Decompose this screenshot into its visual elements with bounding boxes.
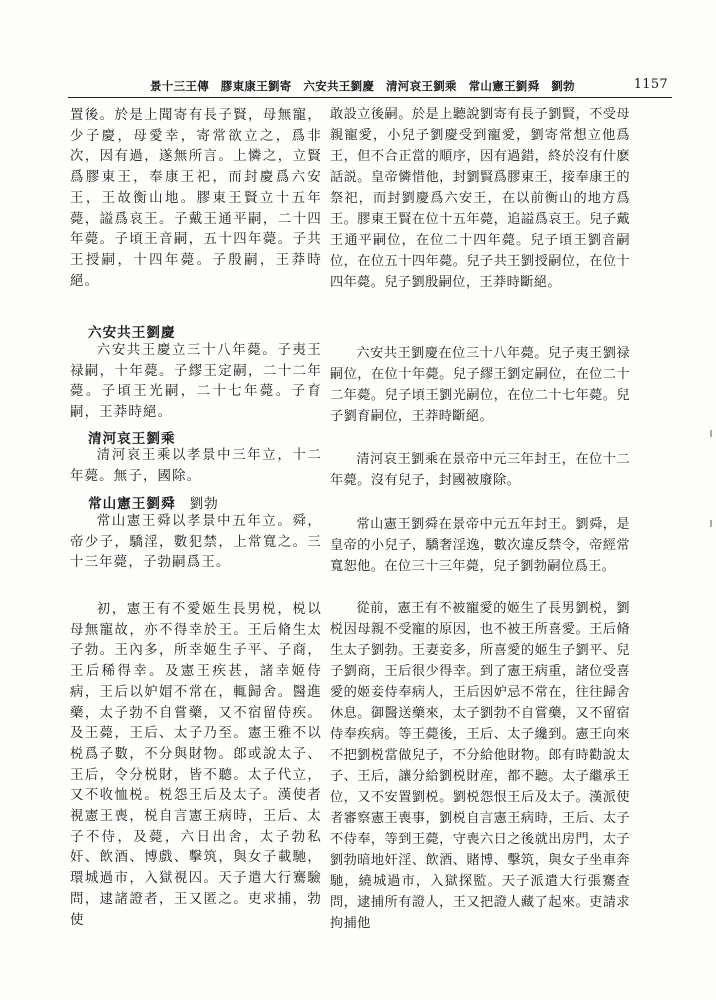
translation-paragraph-5: 從前，憲王有不被寵愛的姬生了長男劉棁，劉棁因母親不受寵的原因，也不被王所喜愛。王后脩生太子劉勃。王妻妾多，所喜愛的姬生子劉平、兒子劉商，王后很少得幸。到了憲王病重，諸位受喜愛的姬妾侍奉病人，王后因妒忌不常在，往往歸舍休息。御醫送藥來，太子劉勃不自嘗藥，又不留宿侍奉疾病。等王薨後，王后、太子纔到。憲王向來不把劉棁當做兒子，不分給他財物。郎有時勸說太子、王后，讓分給劉棁財産，都不聽。太子繼承王位，又不安置劉棁。劉棁怨恨王后及太子。漢派使者審察憲王喪事，劉棁自言憲王病時，王后、太子不侍奉，等到王薨，守喪六日之後就出房門，太子劉勃暗地奸淫、飲酒、賭博、擊筑，與女子坐車奔馳，繞城過市，入獄探監。天子派遣大行張騫查問，逮捕所有證人，王又把證人藏了起來。吏請求拘捕他 [330, 601, 630, 931]
section-title-liu-cheng: 清河哀王劉乘 [88, 431, 176, 447]
classical-paragraph-4: 常山憲王舜以孝景中五年立。舜，帝少子，驕淫，數犯禁，上常寬之。三十三年薨，子勃嗣爲王。 [70, 514, 322, 571]
classical-paragraph-3: 清河哀王乘以孝景中三年立，十二年薨。無子，國除。 [70, 448, 322, 484]
classical-paragraph-1: 置後。於是上聞寄有長子賢，母無寵，少子慶，母愛幸，寄常欲立之，爲非次，因有過，遂無所言。上憐之，立賢爲膠東王，奉康王祀，而封慶爲六安王，王故衡山地。膠東王賢立十五年薨，謚爲哀王。子戴王通平嗣，二十四年薨。子頃王音嗣，五十四年薨。子共王授嗣，十四年薨。子殷嗣，王莽時絕。 [70, 108, 322, 289]
section-title-liu-shun [88, 492, 219, 512]
classical-paragraph-2: 六安共王慶立三十八年薨。子夷王禄嗣，十年薨。子繆王定嗣，二十二年薨。子頃王光嗣，二十七年薨。子育嗣，王莽時絕。 [70, 343, 322, 421]
page-number: 1157 [633, 77, 668, 92]
margin-mark [710, 430, 712, 437]
translation-paragraph-1: 敢設立後嗣。於是上聽說劉寄有長子劉賢，不受母親寵愛，小兒子劉慶受到寵愛，劉寄常想立他爲王，但不合正當的順序，因有過錯，終於沒有什麽話説。皇帝憐惜他，封劉賢爲膠東王，接奉康王的祭祀，而封劉慶爲六安王，在以前衡山的地方爲王。膠東王賢在位十五年薨，追謚爲哀王。兒子戴王通平嗣位，在位二十四年薨。兒子頃王劉音嗣位，在位五十四年薨。兒子共王劉授嗣位，在位十四年薨。兒子劉殷嗣位，王莽時斷絕。 [330, 107, 630, 290]
translation-paragraph-3: 清河哀王劉乘在景帝中元三年封王，在位十二年薨。沒有兒子，封國被廢除。 [330, 452, 630, 488]
translation-paragraph-4: 常山憲王劉舜在景帝中元五年封王。劉舜，是皇帝的小兒子，驕奢淫逸，數次違反禁令，帝經常寬恕他。在位三十三年薨，兒子劉勃嗣位爲王。 [330, 517, 630, 574]
section-title-liu-qing: 六安共王劉慶 [88, 325, 176, 341]
section-title-main: 常山憲王劉舜 [88, 496, 176, 512]
classical-paragraph-5: 初，憲王有不愛姬生長男棁，棁以母無寵故，亦不得幸於王。王后脩生太子勃。王內多，所幸姬生子平、子商，王后稀得幸。及憲王疾甚，諸幸姬侍病，王后以妒媢不常在，輒歸舍。醫進藥，太子勃不自嘗藥，又不宿留侍疾。及王薨，王后、太子乃至。憲王雅不以棁爲子數，不分與財物。郎或說太子、王后，令分棁財，皆不聽。太子代立，又不收恤棁。棁怨王后及太子。漢使者視憲王喪，棁自言憲王病時，王后、太子不侍，及薨，六日出舍，太子勃私奸、飲酒、博戲、擊筑，與女子載馳，環城過市，入獄視囚。天子遣大行騫驗問，逮諸證者，王又匿之。吏求捕，勃使 [70, 602, 322, 928]
running-header [150, 78, 670, 96]
section-title-sub: 劉勃 [189, 496, 219, 512]
running-head-text: 景十三王傳 膠東康王劉寄 六安共王劉慶 清河哀王劉乘 常山憲王劉舜 劉勃 [150, 79, 575, 93]
header-rule [68, 97, 672, 98]
margin-mark [710, 520, 712, 527]
translation-paragraph-2: 六安共王劉慶在位三十八年薨。兒子夷王劉禄嗣位，在位十年薨。兒子繆王劉定嗣位，在位二十二年薨。兒子頃王劉光嗣位，在位二十七年薨。兒子劉育嗣位，王莽時斷絕。 [330, 346, 630, 424]
